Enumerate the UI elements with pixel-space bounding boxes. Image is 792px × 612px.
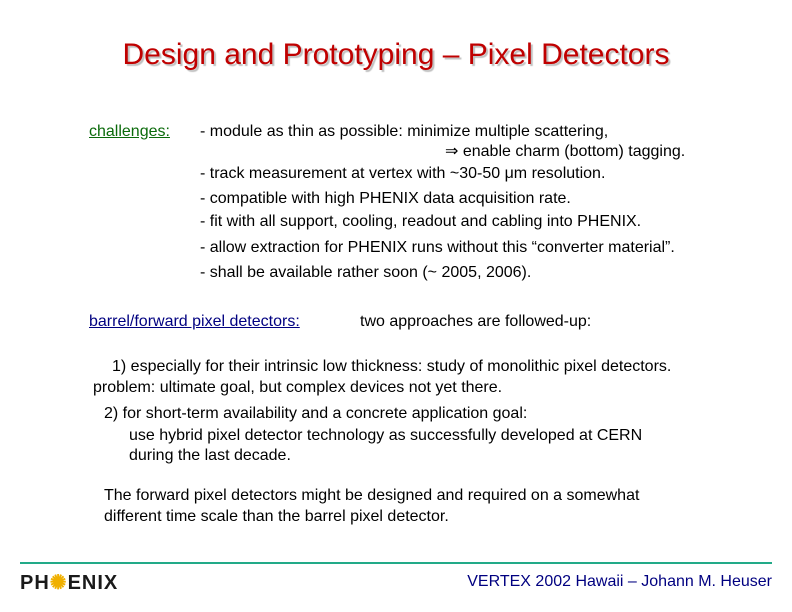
phoenix-bird-icon: ✺ [49, 572, 68, 594]
challenge-line-2: ⇒ enable charm (bottom) tagging. [445, 143, 686, 160]
approach-line-1: 1) especially for their intrinsic low thickness: study of monolithic pixel detectors. [112, 358, 672, 375]
challenge-line-4: - compatible with high PHENIX data acquisition rate. [200, 190, 571, 207]
challenge-line-6: - allow extraction for PHENIX runs without this “converter material”. [200, 239, 675, 256]
approach-line-4: use hybrid pixel detector technology as successfully developed at CERN [129, 427, 643, 444]
challenge-line-5: - fit with all support, cooling, readout and cabling into PHENIX. [200, 213, 642, 230]
phenix-logo [20, 570, 118, 595]
challenges-label: challenges: [89, 123, 170, 140]
forward-note-line-1: The forward pixel detectors might be designed and required on a somewhat [104, 487, 640, 504]
logo-text-left: PH [20, 572, 50, 594]
footer-divider [20, 562, 772, 564]
approach-line-3: 2) for short-term availability and a concrete application goal: [104, 405, 528, 422]
approach-line-5: during the last decade. [129, 447, 291, 464]
approach-line-2: problem: ultimate goal, but complex devices not yet there. [93, 379, 503, 396]
challenge-line-3: - track measurement at vertex with ~30-50 μm resolution. [200, 165, 606, 182]
forward-note-line-2: different time scale than the barrel pixel detector. [104, 508, 449, 525]
footer-credit: VERTEX 2002 Hawaii – Johann M. Heuser [467, 573, 772, 590]
logo-text-right: ENIX [67, 572, 119, 594]
barrel-text: two approaches are followed-up: [360, 313, 592, 330]
challenge-line-1: - module as thin as possible: minimize multiple scattering, [200, 123, 609, 140]
challenge-line-7: - shall be available rather soon (~ 2005, 2006). [200, 264, 532, 281]
slide-title: Design and Prototyping – Pixel Detectors [122, 38, 670, 71]
barrel-label: barrel/forward pixel detectors: [89, 313, 300, 330]
